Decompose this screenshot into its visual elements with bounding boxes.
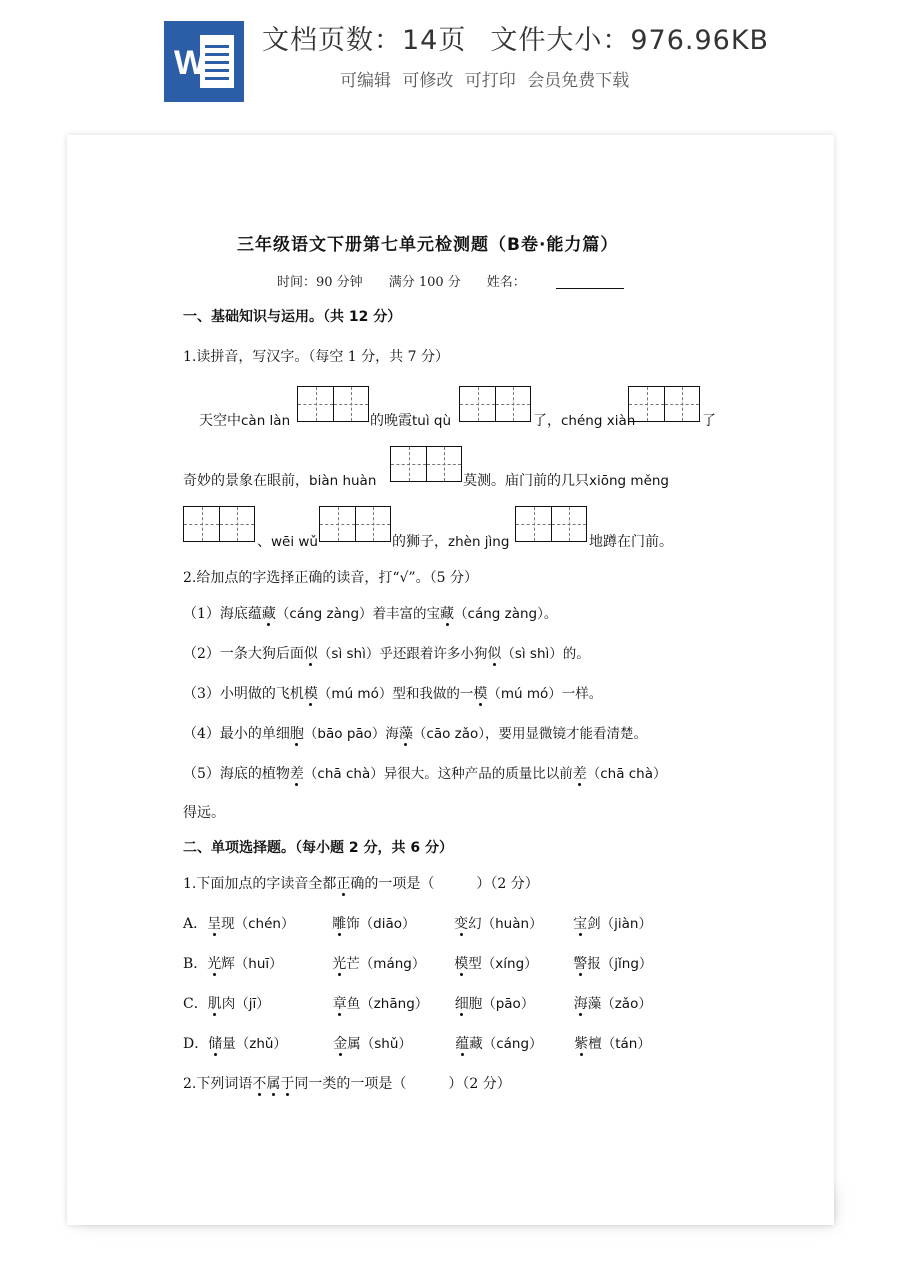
exam-time: 时间：90 分钟 — [277, 275, 363, 290]
q1-line2-text: 奇妙的景象在眼前，biàn huàn — [183, 473, 377, 489]
file-info — [262, 18, 822, 58]
q2-item-4: （4）最小的单细胞（bāo pāo）海藻（cāo zǎo），要用显微镜才能看清楚。 — [183, 726, 648, 742]
document-page — [67, 135, 834, 1225]
name-blank — [556, 275, 624, 289]
q1-line3-text: 、wēi wǔ — [257, 534, 318, 550]
q1-line3-text: 的狮子，zhèn jìng — [392, 534, 510, 550]
mc-question-1: 1.下面加点的字读音全都正确的一项是（ ）（2 分） — [183, 876, 539, 892]
writing-box[interactable] — [183, 506, 255, 542]
exam-meta — [277, 273, 624, 293]
q1-line1-text: 了，chéng xiàn — [533, 413, 636, 429]
file-size: 文件大小：976.96KB — [490, 25, 770, 56]
mc1-option-a[interactable]: A．呈现（chén） 雕饰（diāo） 变幻（huàn） 宝剑（jiàn） — [183, 916, 652, 932]
download-banner — [0, 0, 900, 120]
q2-item-1: （1）海底蕴藏（cáng zàng）着丰富的宝藏（cáng zàng）。 — [183, 606, 558, 622]
mc1-option-b[interactable]: B．光辉（huī） 光芒（máng） 模型（xíng） 警报（jǐng） — [183, 956, 653, 972]
feature-list: 可编辑 可修改 可打印 会员免费下载 — [340, 71, 630, 91]
word-document-icon — [164, 21, 244, 102]
section-2-heading: 二、单项选择题。（每小题 2 分，共 6 分） — [183, 840, 453, 856]
q1-line1-text: 了 — [702, 413, 716, 429]
page-title: 三年级语文下册第七单元检测题（B卷·能力篇） — [237, 235, 619, 255]
question-1: 1.读拼音，写汉字。（每空 1 分，共 7 分） — [183, 349, 449, 365]
writing-box[interactable] — [390, 446, 462, 482]
writing-box[interactable] — [459, 386, 531, 422]
mc-question-2: 2.下列词语不属于同一类的一项是（ ）（2 分） — [183, 1076, 511, 1092]
question-2: 2.给加点的字选择正确的读音，打“√”。（5 分） — [183, 570, 478, 586]
icon-letter: W — [174, 44, 207, 82]
mc1-option-d[interactable]: D．储量（zhǔ） 金属（shǔ） 蕴藏（cáng） 紫檀（tán） — [183, 1036, 651, 1052]
q2-item-5: （5）海底的植物差（chā chà）异很大。这种产品的质量比以前差（chā chà） — [183, 766, 667, 782]
q2-item-3: （3）小明做的飞机模（mú mó）型和我做的一模（mú mó）一样。 — [183, 686, 603, 702]
q1-line3-text: 地蹲在门前。 — [589, 534, 673, 550]
exam-score: 满分 100 分 — [388, 275, 461, 290]
q1-line1-text: 天空中càn làn — [199, 413, 291, 429]
q2-item-5-tail: 得远。 — [183, 805, 225, 821]
writing-box[interactable] — [515, 506, 587, 542]
writing-box[interactable] — [628, 386, 700, 422]
writing-box[interactable] — [319, 506, 391, 542]
q2-item-2: （2）一条大狗后面似（sì shì）乎还跟着许多小狗似（sì shì）的。 — [183, 646, 590, 662]
page-count: 文档页数：14页 — [262, 25, 467, 56]
mc1-option-c[interactable]: C．肌肉（jī） 章鱼（zhāng） 细胞（pāo） 海藻（zǎo） — [183, 996, 652, 1012]
section-1-heading: 一、基础知识与运用。（共 12 分） — [183, 309, 402, 325]
q1-line1-text: 的晚霞tuì qù — [370, 413, 452, 429]
q1-line2-text: 莫测。庙门前的几只xiōng měng — [463, 473, 669, 489]
writing-box[interactable] — [297, 386, 369, 422]
name-label: 姓名： — [486, 275, 526, 290]
